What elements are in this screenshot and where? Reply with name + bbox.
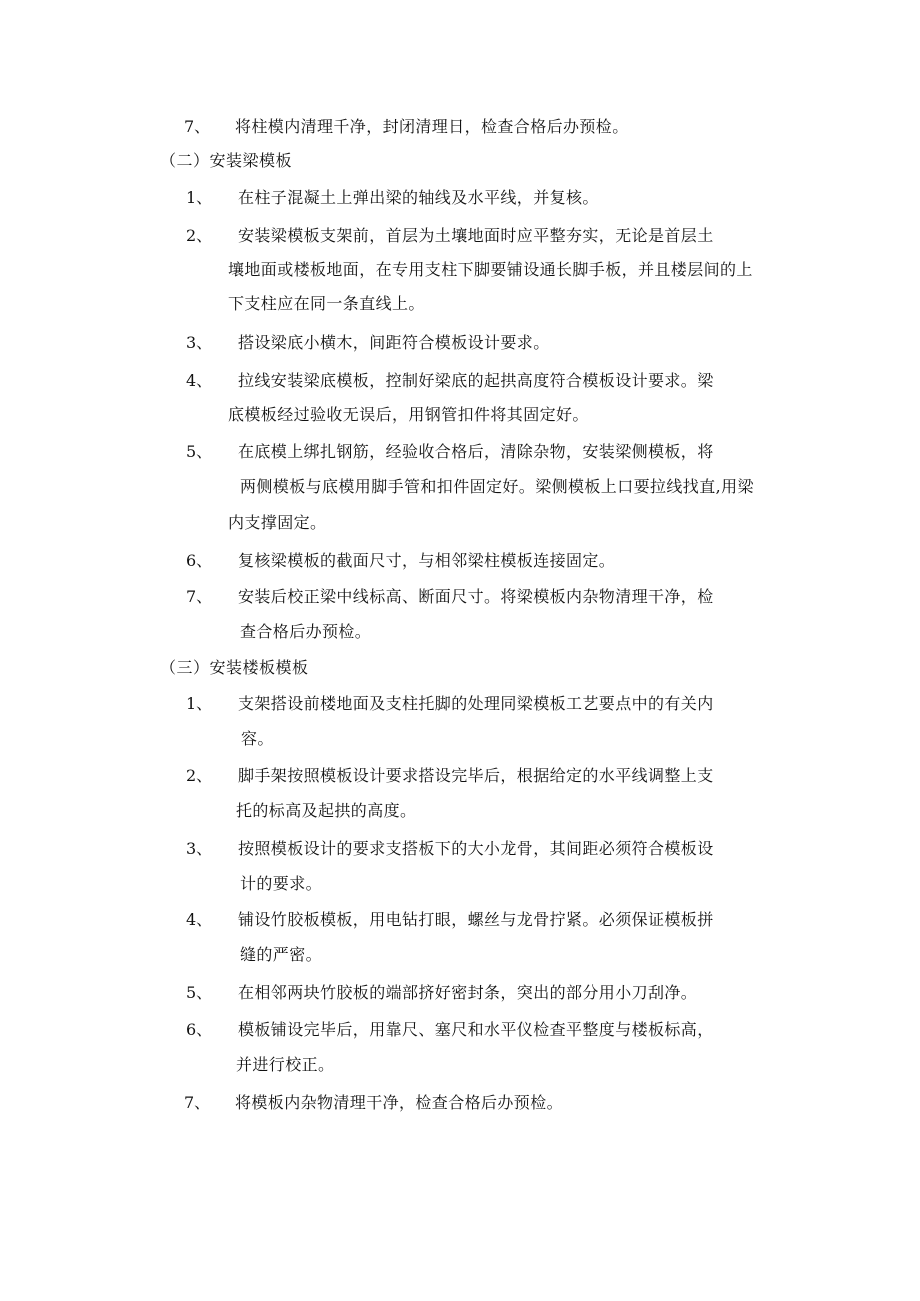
list-number: 2、 bbox=[186, 226, 213, 245]
list-item-text: 搭设梁底小横木，间距符合模板设计要求。 bbox=[238, 333, 550, 352]
list-item-text: 安装梁模板支架前，首层为土壤地面时应平整夯实，无论是首层土 bbox=[238, 226, 714, 245]
list-item-continuation: 壤地面或楼板地面，在专用支柱下脚要铺设通长脚手板，并且楼层间的上 bbox=[228, 260, 753, 279]
list-number: 3、 bbox=[186, 839, 213, 858]
list-item-continuation: 查合格后办预检。 bbox=[240, 622, 372, 641]
list-item-text: 按照模板设计的要求支搭板下的大小龙骨，其间距必须符合模板设 bbox=[238, 839, 714, 858]
list-number: 3、 bbox=[186, 333, 213, 352]
list-item-continuation: 并进行校正。 bbox=[236, 1055, 335, 1074]
section-heading-slab: （三）安装楼板模板 bbox=[160, 658, 309, 677]
list-item-continuation: 计的要求。 bbox=[240, 874, 323, 893]
list-item-text: 支架搭设前楼地面及支柱托脚的处理同梁模板工艺要点中的有关内 bbox=[238, 694, 714, 713]
list-item-text: 复核梁模板的截面尺寸，与相邻梁柱模板连接固定。 bbox=[238, 551, 616, 570]
list-item-text: 拉线安装梁底模板，控制好梁底的起拱高度符合模板设计要求。梁 bbox=[238, 371, 714, 390]
list-number: 1、 bbox=[186, 694, 213, 713]
list-item-text: 将模板内杂物清理干净，检查合格后办预检。 bbox=[235, 1093, 564, 1112]
list-number: 5、 bbox=[186, 983, 213, 1002]
list-item-text: 在柱子混凝土上弹出梁的轴线及水平线，并复核。 bbox=[238, 188, 599, 207]
list-item-continuation: 底模板经过验收无误后，用钢管扣件将其固定好。 bbox=[228, 405, 589, 424]
list-number: 7、 bbox=[186, 587, 213, 606]
list-item-text: 在底模上绑扎钢筋，经验收合格后，清除杂物，安装梁侧模板，将 bbox=[238, 442, 714, 461]
list-item-continuation: 托的标高及起拱的高度。 bbox=[236, 801, 417, 820]
list-number: 4、 bbox=[186, 910, 213, 929]
list-number: 7、 bbox=[184, 117, 211, 136]
list-item-continuation: 两侧模板与底模用脚手管和扣件固定好。梁侧模板上口要拉线找直,用梁 bbox=[240, 477, 754, 496]
list-item-text: 将柱模内清理千净，封闭清理日，检查合格后办预检。 bbox=[235, 117, 629, 136]
list-item-continuation: 缝的严密。 bbox=[240, 945, 323, 964]
list-number: 6、 bbox=[186, 551, 213, 570]
list-item-text: 安装后校正梁中线标高、断面尺寸。将梁模板内杂物清理干净，检 bbox=[238, 587, 714, 606]
section-heading-beam: （二）安装梁模板 bbox=[160, 151, 293, 170]
list-item-continuation: 容。 bbox=[241, 729, 274, 748]
list-item-text: 模板铺设完毕后，用靠尺、塞尺和水平仪检查平整度与楼板标高， bbox=[238, 1020, 714, 1039]
list-item-continuation: 内支撑固定。 bbox=[228, 513, 327, 532]
list-number: 2、 bbox=[186, 766, 213, 785]
list-item-continuation: 下支柱应在同一条直线上。 bbox=[228, 294, 425, 313]
list-item-text: 在相邻两块竹胶板的端部挤好密封条，突出的部分用小刀刮净。 bbox=[238, 983, 698, 1002]
list-item-text: 脚手架按照模板设计要求搭设完毕后，根据给定的水平线调整上支 bbox=[238, 766, 714, 785]
list-number: 6、 bbox=[186, 1020, 213, 1039]
list-number: 7、 bbox=[184, 1093, 211, 1112]
list-number: 4、 bbox=[186, 371, 213, 390]
list-item-text: 铺设竹胶板模板，用电钻打眼，螺丝与龙骨拧紧。必须保证模板拼 bbox=[238, 910, 714, 929]
list-number: 5、 bbox=[186, 442, 213, 461]
list-number: 1、 bbox=[186, 188, 213, 207]
